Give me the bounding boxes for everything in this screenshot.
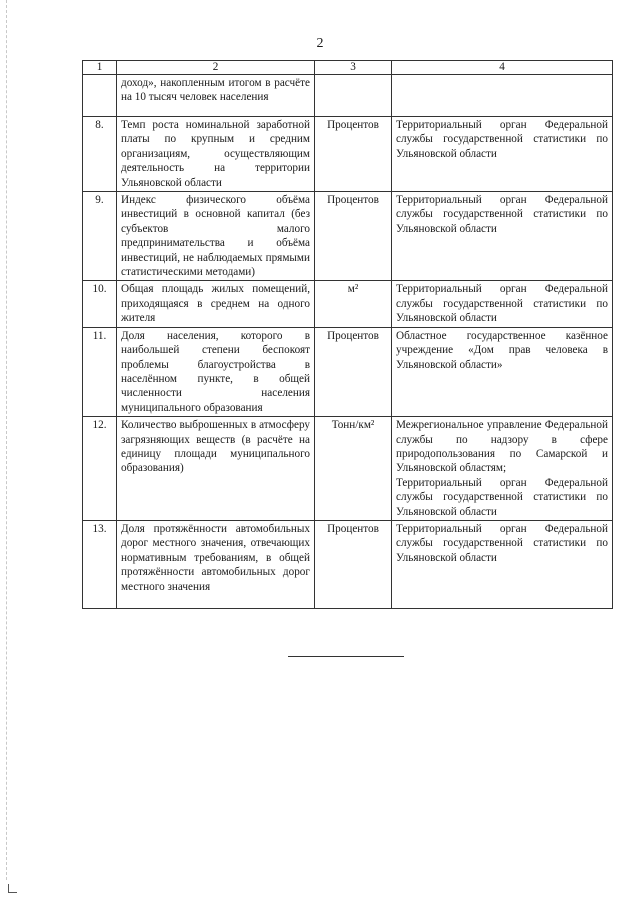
unit-of-measure: Процентов [315, 192, 392, 281]
unit-of-measure [315, 75, 392, 117]
data-source [392, 192, 613, 281]
data-source [392, 520, 613, 608]
table-row [83, 417, 613, 521]
row-number: 12. [83, 417, 117, 521]
data-source-entry: Территориальный орган Федеральной службы государственной статистики по Ульяновской области [396, 194, 608, 235]
data-source-entry: Территориальный орган Федеральной службы государственной статистики по Ульяновской области [396, 522, 608, 564]
data-source [392, 75, 613, 117]
header-col-4: 4 [392, 61, 613, 75]
data-source-entry: Областное государственное казённое учреждение «Дом прав человека в Ульяновской области» [396, 329, 608, 371]
row-number: 11. [83, 327, 117, 416]
table-row [83, 117, 613, 192]
table-row [83, 281, 613, 327]
data-source [392, 117, 613, 192]
header-col-2: 2 [117, 61, 315, 75]
table-row [83, 520, 613, 608]
indicator-name: Доля населения, которого в наибольшей степени беспокоят проблемы благоустройства в населённом пункте, в общей численности населения муниципального образования [117, 327, 315, 416]
row-number: 10. [83, 281, 117, 327]
data-source-entry: Территориальный орган Федеральной службы государственной статистики по Ульяновской области [396, 283, 608, 325]
indicator-name: доход», накопленным итогом в расчёте на 10 тысяч человек населения [117, 75, 315, 117]
indicator-name: Количество выброшенных в атмосферу загрязняющих веществ (в расчёте на единицу площади муниципального образования) [117, 417, 315, 521]
table-row [83, 327, 613, 416]
unit-of-measure: Процентов [315, 117, 392, 192]
data-source [392, 417, 613, 521]
scan-edge-line [6, 0, 7, 880]
header-col-1: 1 [83, 61, 117, 75]
scan-corner-mark [8, 884, 17, 893]
indicator-name: Общая площадь жилых помещений, приходящаяся в среднем на одного жителя [117, 281, 315, 327]
table-row [83, 192, 613, 281]
indicator-name: Индекс физического объёма инвестиций в основной капитал (без субъектов малого предпринимательства и объёма инвестиций, не наблюдаемых прямыми статистическими методами) [117, 192, 315, 281]
row-number [83, 75, 117, 117]
indicator-name: Темп роста номинальной заработной платы по крупным и средним организациям, осуществляющим деятельность на территории Ульяновской области [117, 117, 315, 192]
end-rule [288, 656, 404, 657]
indicators-table [82, 60, 613, 609]
table-row [83, 75, 613, 117]
header-col-3: 3 [315, 61, 392, 75]
row-number: 13. [83, 520, 117, 608]
data-source-entry: Территориальный орган Федеральной службы государственной статистики по Ульяновской области [396, 476, 608, 518]
indicator-name: Доля протяжённости автомобильных дорог местного значения, отвечающих нормативным требованиям, в общей протяжённости автомобильных дорог местного значения [117, 520, 315, 608]
unit-of-measure: Процентов [315, 327, 392, 416]
data-source [392, 327, 613, 416]
row-number: 8. [83, 117, 117, 192]
data-source [392, 281, 613, 327]
table-header-row [83, 61, 613, 75]
unit-of-measure: м² [315, 281, 392, 327]
unit-of-measure: Процентов [315, 520, 392, 608]
page-number: 2 [316, 36, 324, 51]
data-source-entry: Межрегиональное управление Федеральной службы по надзору в сфере природопользования по Самарской и Ульяновской областям; [396, 419, 608, 475]
unit-of-measure: Тонн/км² [315, 417, 392, 521]
row-number: 9. [83, 192, 117, 281]
data-source-entry: Территориальный орган Федеральной службы государственной статистики по Ульяновской области [396, 119, 608, 160]
